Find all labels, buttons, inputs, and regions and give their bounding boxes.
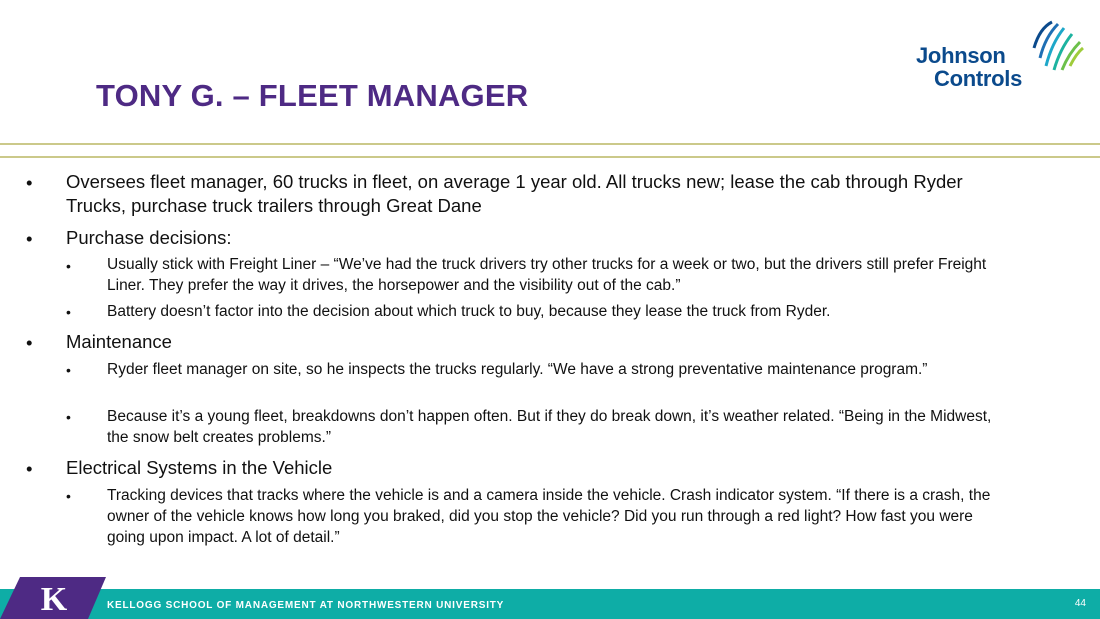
sub-bullet-item: Usually stick with Freight Liner – “We’ve had the truck drivers try other trucks for a week or two, but the drivers still prefer Freight Liner. They prefer the way it drives, the horsepower and the visibility out of the cab.” [107,256,987,294]
sub-bullet-item: Ryder fleet manager on site, so he inspects the trucks regularly. “We have a strong preventative maintenance program.” [107,361,928,378]
logo-wordmark [916,44,1022,90]
logo-line-1: Johnson [916,43,1006,68]
sub-bullet-marker: • [66,304,71,320]
sub-bullet-item: Battery doesn’t factor into the decision about which truck to buy, because they lease the truck from Ryder. [107,303,831,320]
bullet-marker: • [26,458,33,479]
sub-bullet-marker: • [66,488,71,504]
footer-text: KELLOGG SCHOOL OF MANAGEMENT AT NORTHWESTERN UNIVERSITY [107,600,505,611]
bullet-marker: • [26,228,33,249]
bullet-item: Purchase decisions: [66,227,232,248]
bullet-marker: • [26,332,33,353]
slide-title: TONY G. – FLEET MANAGER [96,78,529,113]
page-number: 44 [1074,598,1086,609]
sub-bullet-item: Tracking devices that tracks where the vehicle is and a camera inside the vehicle. Crash indicator system. “If there is a crash, the owner of the vehicle knows how long you braked, did you stop the vehicle? Did you run through a red light? How fast you were going upon impact. A lot of detail.” [107,487,991,546]
bullet-item: Electrical Systems in the Vehicle [66,457,333,478]
footer-bar [0,589,1100,619]
logo-line-2: Controls [934,66,1023,91]
sub-bullet-marker: • [66,362,71,378]
bullet-item: Oversees fleet manager, 60 trucks in fleet, on average 1 year old. All trucks new; lease the cab through Ryder Trucks, purchase truck trailers through Great Dane [66,171,963,216]
header-divider-top [0,143,1100,145]
logo-swirl-icon [1028,18,1084,76]
sub-bullet-item: Because it’s a young fleet, breakdowns don’t happen often. But if they do break down, it’s weather related. “Being in the Midwest, the snow belt creates problems.” [107,408,992,446]
kellogg-k-logo [0,575,110,619]
sub-bullet-marker: • [66,258,71,274]
johnson-controls-logo [916,18,1086,98]
kellogg-k-letter: K [40,581,68,618]
sub-bullet-marker: • [66,409,71,425]
header-divider-bottom [0,156,1100,158]
bullet-marker: • [26,172,33,193]
bullet-item: Maintenance [66,331,172,352]
